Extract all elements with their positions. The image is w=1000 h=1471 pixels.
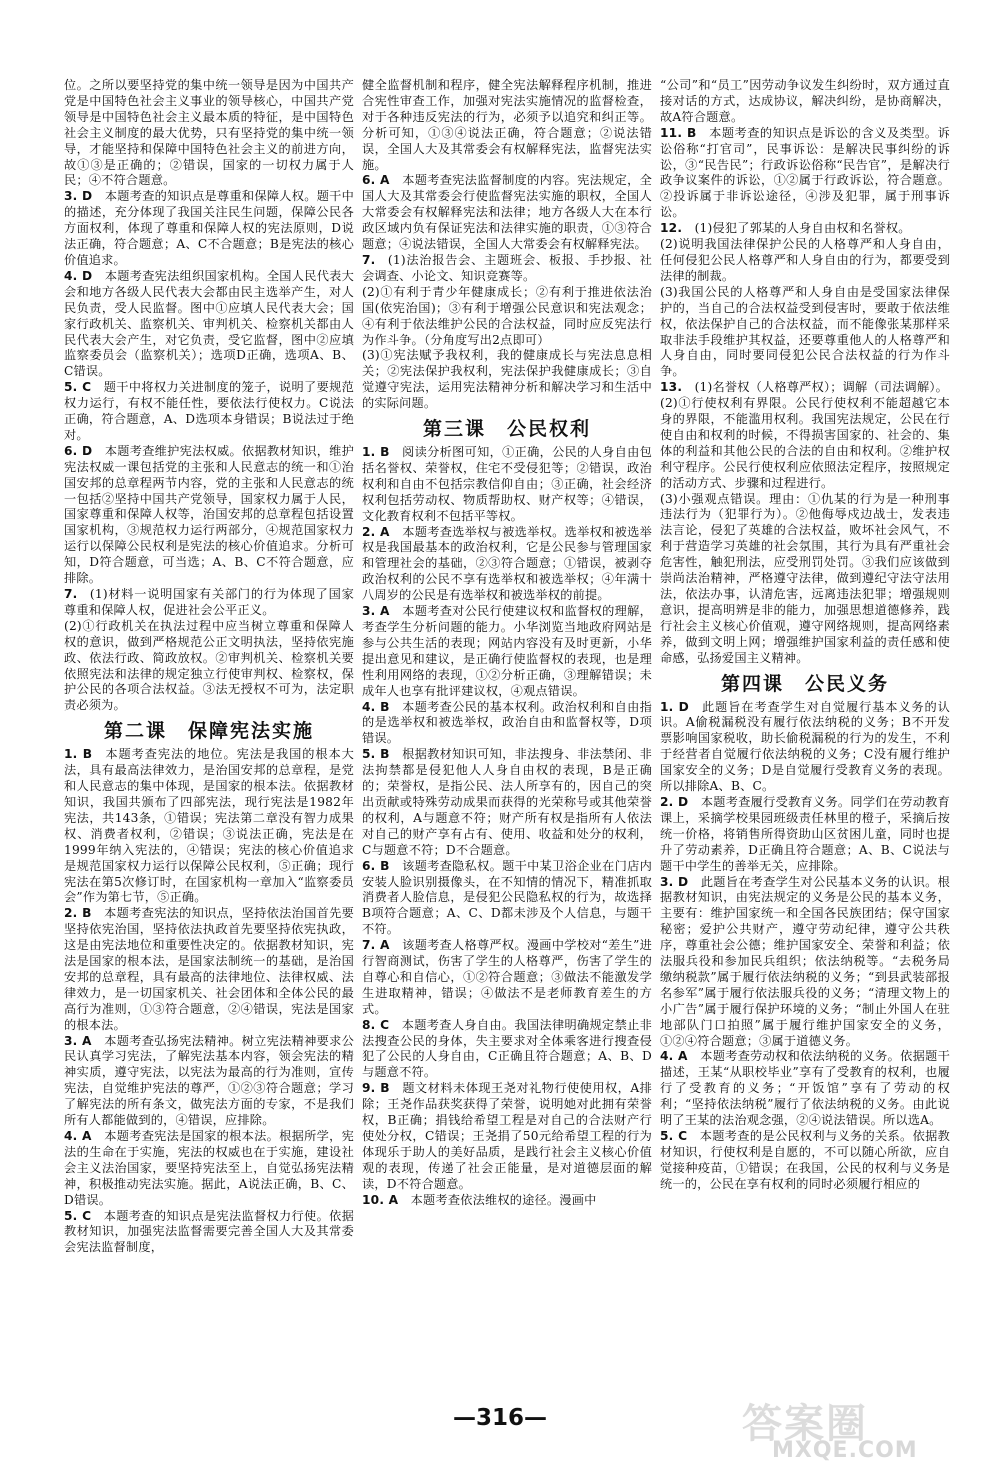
answer-number: 2. D: [660, 794, 689, 809]
answer-text: 本题考查宪法监督制度的内容。宪法规定，全国人大及其常委会行使监督宪法实施的职权，全国人大常委会有权解释宪法和法律；地方各级人大在本行政区域内负有保证宪法和法律实施的职责，①③符合题意；④说法错误，全国人大常委会有权解释宪法。: [362, 173, 653, 252]
answer-text: 本题考查履行受教育义务。同学们在劳动教育课上，采摘学校果园班级责任林里的橙子，采摘后按统一价格，将销售所得资助山区贫困儿童，同时也提升了劳动素养，D正确且符合题意；A、B、C说法与题干中学生的善举无关，应排除。: [660, 794, 951, 873]
answer-text: (2)说明我国法律保护公民的人格尊严和人身自由，任何侵犯公民人格尊严和人身自由的行为，都要受到法律的制裁。: [660, 237, 950, 283]
answer-continuation: [660, 396, 950, 491]
column-left: [64, 78, 354, 1256]
answer-number: 4. D: [64, 268, 93, 283]
answer-number: 3. D: [64, 189, 93, 204]
answer-number: 5. B: [362, 747, 390, 762]
answer-text: (1)材料一说明国家有关部门的行为体现了国家尊重和保障人权，促进社会公平正义。: [64, 587, 354, 617]
answer-number: 4. A: [660, 1049, 688, 1064]
answer-item: [660, 380, 950, 396]
answer-number: 5. C: [660, 1129, 688, 1143]
answer-number: 11. B: [660, 125, 697, 140]
answer-item: [64, 444, 354, 587]
answer-number: 3. A: [64, 1033, 92, 1048]
answer-item: [64, 587, 354, 619]
answer-text: 本题考查的是公民权利与义务的关系。依据教材知识，行使权利是自愿的，不可以随心所欲，应自觉接种疫苗，①错误；在我国，公民的权利与义务是统一的，公民在享有权利的同时必须履行相应的: [660, 1129, 950, 1191]
answer-text: 题文材料未体现王尧对礼物行使使用权，A排除；王尧作品获奖获得了荣誉，说明她对此拥有荣誉权，B正确；捐钱给希望工程是对自己的合法财产行使处分权，C错误；王尧捐了50元给希望工程的行为体现乐于助人的美好品质，是践行社会主义核心价值观的表现，传递了社会正能量，是对道德层面的解读，D不符合题意。: [362, 1081, 652, 1191]
answer-text: 此题旨在考查学生对公民基本义务的认识。根据教材知识，由宪法规定的义务是公民的基本义务，主要有：维护国家统一和全国各民族团结；保守国家秘密；爱护公共财产，遵守劳动纪律，遵守公共秩序，尊重社会公德；维护国家安全、荣誉和利益；依法服兵役和参加民兵组织；依法纳税等。“去税务局缴纳税款”属于履行依法纳税的义务；“到县武装部报名参军”属于履行依法服兵役的义务；“清理文物上的小广告”属于履行保护环境的义务；“制止外国人在驻地部队门口拍照”属于履行维护国家安全的义务，①②④符合题意；③属于道德义务。: [660, 874, 951, 1048]
watermark-logo-text: 答案圈: [742, 1401, 868, 1447]
answer-text: (1)法治报告会、主题班会、板报、手抄报、社会调查、小论文、知识竞赛等。: [362, 252, 652, 283]
answer-text: 该题考查隐私权。题干中某卫浴企业在门店内安装人脸识别摄像头，在不知情的情况下，精准抓取消费者人脸信息，是侵犯公民隐私权的行为，故选择B项符合题意；A、C、D都未涉及个人信息，与题干不符。: [362, 858, 652, 937]
answer-text: (2)①行使权利有界限。公民行使权利不能超越它本身的界限，不能滥用权利。我国宪法规定，公民在行使自由和权利的时候，不得损害国家的、社会的、集体的利益和其他公民的合法的自由和权利。②维护权利守程序。公民行使权利应依照法定程序，按照规定的活动方式、步骤和过程进行。: [660, 396, 950, 490]
answer-item: [362, 700, 652, 748]
answer-text: 本题考查宪法的地位。宪法是我国的根本大法，具有最高法律效力，是治国安邦的总章程，是党和人民意志的集中体现，是国家的根本法。依据教材知识，我国共颁布了四部宪法，现行宪法是1982年宪法，共143条，①错误；宪法第二章没有智力成果权、消费者权利，②错误；③说法正确，宪法是在1999年纳入宪法的，④错误；宪法的核心价值追求是规范国家权力运行以保障公民权利，⑤正确；现行宪法在第5次修订时，在国家机构一章加入“监察委员会”作为第七节，⑤正确。: [64, 747, 354, 905]
answer-number: 6. A: [362, 173, 390, 188]
section-heading: 第二课 保障宪法实施: [103, 720, 314, 743]
answer-item: [660, 1129, 950, 1193]
answer-text: 本题考查维护宪法权威。依据教材知识，维护宪法权威一课包括党的主张和人民意志的统一和①治国安邦的总章程两节内容，党的主张和人民意志的统一包括②坚持中国共产党领导，国家权力属于人民，国家尊重和保障人权等，治国安邦的总章程包括设置国家机构，③规范权力运行两部分，④规范国家权力运行以保障公民权利是宪法的核心价值追求。分析可知，D符合题意，可当选；A、B、C不符合题意，应排除。: [64, 443, 355, 586]
answer-text: 该题考查人格尊严权。漫画中学校对“差生”进行智商测试，伤害了学生的人格尊严，伤害了学生的自尊心和自信心，①②符合题意；③做法不能激发学生进取精神，错误；④做法不是老师教育差生的方式。: [362, 938, 652, 1016]
answer-item: [64, 269, 354, 380]
section-heading: 第三课 公民权利: [422, 418, 591, 441]
answer-item: [64, 1034, 354, 1129]
answer-item: [660, 221, 950, 237]
answer-number: 3. D: [660, 874, 689, 889]
answer-continuation: [64, 619, 354, 714]
answer-continuation: [362, 348, 652, 412]
answer-continuation: [362, 78, 652, 173]
answer-item: [362, 747, 652, 858]
section-heading: 第四课 公民义务: [720, 672, 889, 695]
answer-text: 本题考查劳动权和依法纳税的义务。依据题干描述，王某“从职校毕业”享有了受教育的权利，也履行了受教育的义务；“开饭馆”享有了劳动的权利；“坚持依法纳税”履行了依法纳税的义务。由此说明了王某的法治观念强，②④说法错误。所以选A。: [660, 1049, 951, 1128]
answer-text: (3)我国公民的人格尊严和人身自由是受国家法律保护的，当自己的合法权益受到侵害时，要敢于依法维权，依法保护自己的合法权益，而不能像张某那样采取非法手段维护其权益，还要尊重他人的人格尊严和人身自由，同时要同侵犯公民合法权益的行为作斗争。: [660, 284, 950, 379]
answer-number: 10. A: [362, 1192, 399, 1207]
answer-item: [362, 445, 652, 525]
answer-number: 8. C: [362, 1017, 390, 1032]
answer-number: 12.: [660, 221, 683, 236]
answer-text: 本题考查公民的基本权利。政治权利和自由指的是选举权和被选举权，政治自由和监督权等，D项错误。: [362, 699, 652, 746]
answer-text: 本题考查选举权与被选举权。选举权和被选举权是我国最基本的政治权利，它是公民参与管理国家和管理社会的基础，②③符合题意；①错误，被剥夺政治权利的公民不享有选举权和被选举权；④年满十八周岁的公民是有选举权和被选举权的前提。: [362, 524, 653, 603]
answer-text: 本题考查的知识点是诉讼的含义及类型。诉讼俗称“打官司”，民事诉讼：是解决民事纠纷的诉讼，③“民告民”；行政诉讼俗称“民告官”，是解决行政争议案件的诉讼，①②属于行政诉讼，符合题意。②投诉属于非诉讼途径，④涉及犯罪，属于刑事诉讼。: [660, 125, 950, 220]
answer-item: [64, 1209, 354, 1257]
answer-item: [660, 795, 950, 875]
answer-text: (3)①宪法赋予我权利，我的健康成长与宪法息息相关；②宪法保护我权利，宪法保护我健康成长；③自觉遵守宪法，运用宪法精神分析和解决学习和生活中的实际问题。: [362, 348, 652, 411]
answer-item: [64, 380, 354, 444]
page-number: —316—: [452, 1405, 547, 1431]
answer-text: 题干中将权力关进制度的笼子，说明了要规范权力运行，有权不能任性，要依法行使权力。C说法正确，符合题意，A、D选项本身错误；B说法过于绝对。: [64, 380, 354, 442]
answer-number: 7. A: [362, 938, 390, 953]
answer-text: (2)①有利于青少年健康成长；②有利于推进依法治国(依宪治国)；③有利于增强公民意识和宪法观念；④有利于依法维护公民的合法权益，同时应反宪法行为作斗争。（分角度写出2点即可）: [362, 284, 652, 347]
answer-text: 本题考查对公民行使建议权和监督权的理解，考查学生分析问题的能力。小华浏览当地政府网站是参与公共生活的表现；网站内容没有及时更新，小华提出意见和建议，是正确行使监督权的表现，也是理性利用网络的表现，①②分析正确，③理解错误；未成年人也享有批评建议权，④观点错误。: [362, 604, 653, 698]
answer-number: 5. C: [64, 1208, 92, 1223]
answer-number: 13.: [660, 380, 683, 395]
answer-text: (1)名誉权（人格尊严权）；调解（司法调解）。: [694, 380, 949, 395]
answer-item: [362, 604, 652, 699]
answer-text: 本题考查弘扬宪法精神。树立宪法精神要求公民认真学习宪法，了解宪法基本内容，领会宪法的精神实质，遵守宪法，以宪法为最高的行为准则，宣传宪法，自觉维护宪法的尊严，①②③符合题意；学习了解宪法的所有条文，做宪法方面的专家，不是我们所有人都能做到的，④错误，应排除。: [64, 1033, 355, 1128]
answer-number: 7.: [362, 252, 376, 267]
answer-number: 9. B: [362, 1081, 390, 1096]
answer-text: 本题考查宪法的知识点，坚持依法治国首先要坚持依宪治国，坚持依法执政首先要坚持依宪执政，这是由宪法地位和重要性决定的。依据教材知识，宪法是国家的根本法，是国家法制统一的基础，是治国安邦的总章程，具有最高的法律地位、法律权威、法律效力，是一切国家机关、社会团体和全体公民的最高行为准则，①③符合题意，②④错误，宪法是国家的根本法。: [64, 906, 354, 1032]
answer-item: [362, 253, 652, 285]
answer-item: [362, 1018, 652, 1082]
answer-text: 健全监督机制和程序，健全宪法解释程序机制，推进合宪性审查工作，加强对宪法实施情况的监督检查，对于各种违反宪法的行为，必须予以追究和纠正等。分析可知，①③④说法正确，符合题意；②说法错误，全国人大及其常委会有权解释宪法，监督宪法实施。: [362, 78, 652, 172]
answer-text: 阅读分析图可知，①正确，公民的人身自由包括名誉权、荣誉权，住宅不受侵犯等；②错误，政治权利和自由不包括宗教信仰自由；③正确，社会经济权利包括劳动权、物质帮助权、财产权等；④错误，文化教育权利不包括平等权。: [362, 445, 652, 523]
answer-text: 本题考查的知识点是尊重和保障人权。题干中的描述，充分体现了我国关注民生问题，保障公民各方面权利，体现了尊重和保障人权的宪法原则，D说法正确，符合题意；A、C不合题意；B是宪法的核心价值追求。: [64, 189, 355, 267]
answer-continuation: [660, 78, 950, 126]
answer-item: [64, 747, 354, 906]
column-middle: [362, 78, 652, 1209]
answer-item: [362, 1193, 652, 1209]
answer-item: [362, 525, 652, 605]
answer-item: [362, 859, 652, 939]
watermark-logo: [742, 1392, 972, 1466]
answer-continuation: [362, 285, 652, 349]
answer-text: 根据教材知识可知，非法搜身、非法禁闭、非法拘禁都是侵犯他人人身自由权的表现，B是正确的；荣誉权，是指公民、法人所享有的，因自己的突出贡献或特殊劳动成果而获得的光荣称号或其他荣誉的权利，A与题意不符；财产所有权是指所有人依法对自己的财产享有占有、使用、收益和处分的权利，C与题意不符；D不合题意。: [362, 747, 652, 857]
answer-item: [660, 700, 950, 795]
answer-number: 7.: [64, 587, 78, 601]
answer-text: “公司”和“员工”因劳动争议发生纠纷时，双方通过直接对话的方式，达成协议，解决纠纷，是协商解决，故A符合题意。: [660, 78, 950, 124]
answer-number: 6. B: [362, 858, 390, 873]
answer-continuation: [64, 78, 354, 189]
answer-continuation: [660, 237, 950, 285]
answer-number: 2. A: [362, 524, 390, 539]
answer-number: 1. D: [660, 699, 689, 714]
answer-number: 2. B: [64, 906, 92, 921]
answer-text: 本题考查宪法组织国家机构。全国人民代表大会和地方各级人民代表大会都由民主选举产生，对人民负责，受人民监督。图中①应填人民代表大会；国家行政机关、监察机关、审判机关、检察机关都由人民代表大会产生，对它负责，受它监督，图中②应填监察委员会（监察机关）；选项D正确，选项A、B、C错误。: [64, 268, 355, 379]
answer-number: 6. D: [64, 443, 93, 458]
answer-number: 1. B: [362, 445, 390, 460]
answer-text: 此题旨在考查学生对自觉履行基本义务的认识。A偷税漏税没有履行依法纳税的义务；B不开发票影响国家税收，助长偷税漏税的行为的发生，不利于经营者自觉履行依法纳税的义务；C没有履行维护国家安全的义务；D是自觉履行受教育义务的表现。所以排除A、B、C。: [660, 699, 950, 794]
answer-item: [660, 1049, 950, 1129]
watermark-url: MXQE.COM: [772, 1438, 918, 1463]
answer-item: [362, 1081, 652, 1192]
answer-item: [64, 189, 354, 269]
answer-continuation: [660, 492, 950, 667]
column-right: [660, 78, 950, 1193]
answer-text: (1)侵犯了郭某的人身自由权和名誉权。: [694, 221, 911, 236]
answer-text: 本题考查依法维权的途径。漫画中: [410, 1192, 597, 1207]
answer-number: 3. A: [362, 604, 390, 619]
answer-text: (2)①行政机关在执法过程中应当树立尊重和保障人权的意识，做到严格规范公正文明执法，坚持依宪施政、依法行政、简政放权。②审判机关、检察机关要依照宪法和法律的规定独立行使审判权、检察权，保护公民的各项合法权益。③法无授权不可为，法定职责必须为。: [64, 618, 354, 713]
answer-item: [64, 906, 354, 1033]
answer-item: [362, 173, 652, 253]
answer-item: [362, 938, 652, 1018]
answer-text: 位。之所以要坚持党的集中统一领导是因为中国共产党是中国特色社会主义事业的领导核心，中国共产党领导是中国特色社会主义最本质的特征，是中国特色社会主义制度的最大优势，只有坚持党的集中统一领导，才能坚持和保障中国特色社会主义的前进方向，故①③是正确的；②错误，国家的一切权力属于人民；④不符合题意。: [64, 78, 354, 188]
answer-number: 4. B: [362, 699, 390, 714]
answer-item: [660, 875, 950, 1050]
answer-number: 4. A: [64, 1129, 92, 1143]
answer-number: 1. B: [64, 747, 93, 762]
answer-number: 5. C: [64, 380, 92, 395]
answer-continuation: [660, 285, 950, 380]
answer-text: 本题考查的知识点是宪法监督权力行使。依据教材知识，加强宪法监督需要完善全国人大及其常委会宪法监督制度，: [64, 1208, 354, 1255]
answer-text: (3)小强观点错误。理由：①仇某的行为是一种刑事违法行为（犯罪行为）。②他侮辱戍边战士，发表违法言论，侵犯了英雄的合法权益，败坏社会风气，不利于营造学习英雄的社会氛围，其行为具有严重社会危害性，触犯刑法，应受刑罚处罚。③我们应该做到崇尚法治精神，严格遵守法律，做到遵纪守法守法用法，依法办事，认清危害，远离违法犯罪；增强规则意识，提高明辨是非的能力，加强思想道德修养，践行社会主义核心价值观，遵守网络规则，提高网络素养，做到文明上网；增强维护国家利益的责任感和使命感，弘扬爱国主义精神。: [660, 491, 950, 665]
answer-item: [64, 1129, 354, 1209]
answer-text: 本题考查宪法是国家的根本法。根据所学，宪法的生命在于实施，宪法的权威也在于实施，建设社会主义法治国家，要坚持宪法至上，自觉弘扬宪法精神，积极推动宪法实施。据此，A说法正确，B、C、D错误。: [64, 1129, 355, 1207]
answer-text: 本题考查人身自由。我国法律明确规定禁止非法搜查公民的身体，失主要求对全体乘客进行搜查侵犯了公民的人身自由，C正确且符合题意；A、B、D与题意不符。: [362, 1017, 652, 1080]
answer-item: [660, 126, 950, 221]
